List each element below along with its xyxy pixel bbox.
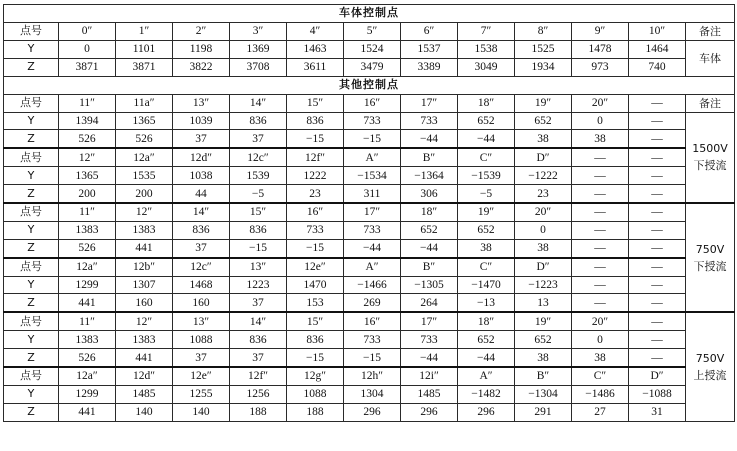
table-cell: 17″ xyxy=(401,312,458,330)
table-row xyxy=(4,130,735,148)
table-cell: 836 xyxy=(287,112,344,130)
table-cell: 12b″ xyxy=(116,258,173,276)
table-cell: 7″ xyxy=(458,22,515,40)
table-cell: — xyxy=(629,221,686,239)
remark-line: 750V xyxy=(695,352,725,366)
table-cell: 37 xyxy=(173,239,230,257)
table-cell: −1470 xyxy=(458,276,515,294)
table-cell: 12c″ xyxy=(230,148,287,166)
table-cell: A″ xyxy=(458,367,515,385)
table-cell: 3″ xyxy=(230,22,287,40)
table-row xyxy=(4,148,735,166)
table-cell: 12a″ xyxy=(116,148,173,166)
table-cell: D″ xyxy=(629,367,686,385)
table-cell: 1394 xyxy=(59,112,116,130)
table-cell: 526 xyxy=(59,349,116,367)
table-cell: 441 xyxy=(116,349,173,367)
table-cell: 4″ xyxy=(287,22,344,40)
table-cell: 1539 xyxy=(230,167,287,185)
table-cell: 200 xyxy=(116,185,173,203)
table-cell: 1256 xyxy=(230,385,287,403)
table-cell: 296 xyxy=(401,403,458,421)
table-cell: 0 xyxy=(59,40,116,58)
table-cell: 13″ xyxy=(173,94,230,112)
table-cell: 14″ xyxy=(230,312,287,330)
table-cell: 733 xyxy=(287,221,344,239)
table-cell: 16″ xyxy=(344,94,401,112)
table-cell: −15 xyxy=(287,349,344,367)
table-cell: 20″ xyxy=(572,94,629,112)
table-cell: 3611 xyxy=(287,58,344,76)
table-cell: 6″ xyxy=(401,22,458,40)
table-row xyxy=(4,258,735,276)
table-cell: 12e″ xyxy=(173,367,230,385)
remark-line: 750V xyxy=(695,242,725,256)
table-cell: 12g″ xyxy=(287,367,344,385)
row-label-cell: 点号 xyxy=(4,94,59,112)
remark-cell xyxy=(686,112,735,203)
table-cell: −15 xyxy=(344,349,401,367)
table-cell: 1383 xyxy=(116,331,173,349)
table-row xyxy=(4,221,735,239)
table-cell: 15″ xyxy=(230,203,287,221)
table-cell: 1934 xyxy=(515,58,572,76)
table-cell: 1088 xyxy=(173,331,230,349)
table-cell: 291 xyxy=(515,403,572,421)
table-cell: — xyxy=(572,148,629,166)
table-cell: D″ xyxy=(515,258,572,276)
table-cell: — xyxy=(629,130,686,148)
table-cell: 1299 xyxy=(59,385,116,403)
table-cell: 27 xyxy=(572,403,629,421)
table-cell: 188 xyxy=(287,403,344,421)
table-cell: −13 xyxy=(458,294,515,312)
table-cell: −1223 xyxy=(515,276,572,294)
table-cell: 264 xyxy=(401,294,458,312)
table-row xyxy=(4,22,735,40)
table-cell: 19″ xyxy=(515,94,572,112)
table-cell: 38 xyxy=(515,239,572,257)
table-cell: 1537 xyxy=(401,40,458,58)
table-cell: 13 xyxy=(515,294,572,312)
table-cell: −1486 xyxy=(572,385,629,403)
table-cell: — xyxy=(572,239,629,257)
table-cell: — xyxy=(629,276,686,294)
table-cell: 37 xyxy=(230,294,287,312)
table-cell: −44 xyxy=(401,349,458,367)
table-cell: 11″ xyxy=(59,94,116,112)
table-cell: 1365 xyxy=(59,167,116,185)
table-body xyxy=(4,5,735,422)
table-cell: 15″ xyxy=(287,312,344,330)
table-cell: 12f″ xyxy=(287,148,344,166)
table-cell: 31 xyxy=(629,403,686,421)
table-cell: 1464 xyxy=(629,40,686,58)
table-cell: 0 xyxy=(572,331,629,349)
table-cell: — xyxy=(629,167,686,185)
table-cell: 0 xyxy=(515,221,572,239)
table-cell: 836 xyxy=(230,112,287,130)
table-cell: 0″ xyxy=(59,22,116,40)
table-cell: — xyxy=(629,148,686,166)
section-title-body: 车体控制点 xyxy=(4,5,735,23)
row-label-cell: 点号 xyxy=(4,367,59,385)
table-cell: 12d″ xyxy=(116,367,173,385)
row-label-cell: Y xyxy=(4,331,59,349)
table-row xyxy=(4,185,735,203)
table-cell: 140 xyxy=(173,403,230,421)
table-cell: C″ xyxy=(572,367,629,385)
table-cell: 14″ xyxy=(230,94,287,112)
table-cell: 188 xyxy=(230,403,287,421)
table-cell: 733 xyxy=(344,112,401,130)
row-label-cell: Z xyxy=(4,349,59,367)
section-title-row xyxy=(4,76,735,94)
table-cell: 526 xyxy=(59,130,116,148)
table-cell: 733 xyxy=(344,331,401,349)
table-cell: −44 xyxy=(458,349,515,367)
table-cell: 296 xyxy=(458,403,515,421)
table-cell: 1223 xyxy=(230,276,287,294)
table-row xyxy=(4,367,735,385)
table-cell: 12c″ xyxy=(173,258,230,276)
table-cell: 1535 xyxy=(116,167,173,185)
table-cell: 441 xyxy=(59,294,116,312)
remark-line: 上授流 xyxy=(693,369,727,383)
table-cell: 12i″ xyxy=(401,367,458,385)
table-cell: 652 xyxy=(458,331,515,349)
table-cell: 836 xyxy=(230,331,287,349)
row-label-cell: 点号 xyxy=(4,203,59,221)
table-cell: 3871 xyxy=(116,58,173,76)
table-cell: A″ xyxy=(344,258,401,276)
remark-header: 备注 xyxy=(686,22,735,40)
table-cell: 11″ xyxy=(59,203,116,221)
table-cell: −1088 xyxy=(629,385,686,403)
table-cell: — xyxy=(629,239,686,257)
table-cell: 1″ xyxy=(116,22,173,40)
table-cell: C″ xyxy=(458,148,515,166)
table-cell: 37 xyxy=(173,130,230,148)
table-row xyxy=(4,385,735,403)
table-cell: 3479 xyxy=(344,58,401,76)
section-title-row xyxy=(4,5,735,23)
table-row xyxy=(4,239,735,257)
table-cell: 0 xyxy=(572,112,629,130)
table-cell: 1383 xyxy=(59,221,116,239)
table-cell: 44 xyxy=(173,185,230,203)
table-cell: 1038 xyxy=(173,167,230,185)
table-cell: — xyxy=(572,185,629,203)
table-cell: 200 xyxy=(59,185,116,203)
remark-cell xyxy=(686,312,735,421)
table-cell: 652 xyxy=(515,331,572,349)
table-cell: 10″ xyxy=(629,22,686,40)
remark-cell-body: 车体 xyxy=(686,40,735,76)
row-label-cell: 点号 xyxy=(4,148,59,166)
table-cell: B″ xyxy=(515,367,572,385)
table-cell: 2″ xyxy=(173,22,230,40)
table-cell: 18″ xyxy=(458,94,515,112)
table-cell: 38 xyxy=(515,349,572,367)
row-label-cell: Y xyxy=(4,40,59,58)
table-cell: 12″ xyxy=(116,312,173,330)
table-cell: — xyxy=(629,312,686,330)
table-cell: 37 xyxy=(230,130,287,148)
table-cell: 1463 xyxy=(287,40,344,58)
table-cell: A″ xyxy=(344,148,401,166)
row-label-cell: Z xyxy=(4,403,59,421)
table-cell: 526 xyxy=(116,130,173,148)
table-cell: 38 xyxy=(572,349,629,367)
table-cell: −15 xyxy=(230,239,287,257)
table-cell: 140 xyxy=(116,403,173,421)
table-cell: 1525 xyxy=(515,40,572,58)
table-cell: 20″ xyxy=(572,312,629,330)
table-cell: 1485 xyxy=(401,385,458,403)
table-cell: −1304 xyxy=(515,385,572,403)
table-cell: 1524 xyxy=(344,40,401,58)
table-cell: −1305 xyxy=(401,276,458,294)
table-cell: 1198 xyxy=(173,40,230,58)
table-cell: — xyxy=(629,331,686,349)
table-cell: −5 xyxy=(230,185,287,203)
row-label-cell: Z xyxy=(4,239,59,257)
table-cell: 836 xyxy=(230,221,287,239)
table-row xyxy=(4,203,735,221)
table-cell: 20″ xyxy=(515,203,572,221)
table-cell: 311 xyxy=(344,185,401,203)
table-cell: — xyxy=(572,276,629,294)
table-cell: −1364 xyxy=(401,167,458,185)
table-cell: 37 xyxy=(230,349,287,367)
table-cell: 1365 xyxy=(116,112,173,130)
table-cell: 652 xyxy=(458,112,515,130)
table-cell: 1304 xyxy=(344,385,401,403)
table-cell: −44 xyxy=(401,239,458,257)
table-cell: 1478 xyxy=(572,40,629,58)
table-cell: 1222 xyxy=(287,167,344,185)
table-cell: 3049 xyxy=(458,58,515,76)
table-cell: 37 xyxy=(173,349,230,367)
table-row xyxy=(4,294,735,312)
table-cell: 1538 xyxy=(458,40,515,58)
table-cell: −15 xyxy=(287,239,344,257)
table-cell: 13″ xyxy=(230,258,287,276)
row-label-cell: Y xyxy=(4,167,59,185)
table-cell: 3822 xyxy=(173,58,230,76)
table-cell: 1383 xyxy=(59,331,116,349)
table-cell: 17″ xyxy=(344,203,401,221)
table-cell: 38 xyxy=(458,239,515,257)
row-label-cell: 点号 xyxy=(4,258,59,276)
table-row xyxy=(4,349,735,367)
table-row xyxy=(4,403,735,421)
table-cell: — xyxy=(572,294,629,312)
table-cell: 19″ xyxy=(515,312,572,330)
table-cell: 11a″ xyxy=(116,94,173,112)
table-row xyxy=(4,112,735,130)
table-cell: 733 xyxy=(401,112,458,130)
table-cell: 441 xyxy=(116,239,173,257)
table-cell: 306 xyxy=(401,185,458,203)
table-cell: — xyxy=(572,221,629,239)
table-cell: — xyxy=(572,167,629,185)
table-cell: 1299 xyxy=(59,276,116,294)
table-cell: 296 xyxy=(344,403,401,421)
table-cell: 14″ xyxy=(173,203,230,221)
table-row xyxy=(4,312,735,330)
table-cell: 3871 xyxy=(59,58,116,76)
table-cell: 1307 xyxy=(116,276,173,294)
table-cell: — xyxy=(629,294,686,312)
table-cell: −15 xyxy=(344,130,401,148)
table-cell: — xyxy=(572,258,629,276)
table-cell: 12″ xyxy=(59,148,116,166)
table-cell: 5″ xyxy=(344,22,401,40)
table-cell: 652 xyxy=(401,221,458,239)
table-cell: 160 xyxy=(116,294,173,312)
table-cell: 1088 xyxy=(287,385,344,403)
table-cell: — xyxy=(629,112,686,130)
table-cell: −5 xyxy=(458,185,515,203)
table-cell: 1369 xyxy=(230,40,287,58)
table-cell: 23 xyxy=(287,185,344,203)
table-row xyxy=(4,58,735,76)
remark-line: 下授流 xyxy=(693,159,727,173)
table-cell: 16″ xyxy=(344,312,401,330)
table-cell: −15 xyxy=(287,130,344,148)
row-label-cell: 点号 xyxy=(4,312,59,330)
table-cell: 1255 xyxy=(173,385,230,403)
table-cell: — xyxy=(572,203,629,221)
table-cell: C″ xyxy=(458,258,515,276)
table-cell: −44 xyxy=(401,130,458,148)
table-cell: — xyxy=(629,349,686,367)
table-cell: 12a″ xyxy=(59,367,116,385)
table-cell: 38 xyxy=(572,130,629,148)
table-cell: 1039 xyxy=(173,112,230,130)
table-cell: −44 xyxy=(458,130,515,148)
table-cell: 160 xyxy=(173,294,230,312)
section-title-other: 其他控制点 xyxy=(4,76,735,94)
table-cell: −1482 xyxy=(458,385,515,403)
table-cell: 15″ xyxy=(287,94,344,112)
table-cell: 1485 xyxy=(116,385,173,403)
table-cell: 740 xyxy=(629,58,686,76)
table-cell: 3389 xyxy=(401,58,458,76)
row-label-cell: Z xyxy=(4,130,59,148)
table-cell: 836 xyxy=(287,331,344,349)
table-cell: 1101 xyxy=(116,40,173,58)
table-cell: 153 xyxy=(287,294,344,312)
table-cell: 441 xyxy=(59,403,116,421)
table-cell: 1470 xyxy=(287,276,344,294)
table-row xyxy=(4,94,735,112)
table-cell: 18″ xyxy=(401,203,458,221)
table-cell: B″ xyxy=(401,148,458,166)
table-cell: 12f″ xyxy=(230,367,287,385)
row-label-cell: Z xyxy=(4,185,59,203)
table-cell: 733 xyxy=(401,331,458,349)
table-cell: −44 xyxy=(344,239,401,257)
table-cell: 836 xyxy=(173,221,230,239)
table-cell: 12″ xyxy=(116,203,173,221)
row-label-cell: Y xyxy=(4,385,59,403)
table-cell: — xyxy=(629,94,686,112)
table-cell: 733 xyxy=(344,221,401,239)
table-cell: D″ xyxy=(515,148,572,166)
table-cell: 12h″ xyxy=(344,367,401,385)
row-label-cell: Y xyxy=(4,221,59,239)
table-cell: 16″ xyxy=(287,203,344,221)
table-cell: 8″ xyxy=(515,22,572,40)
table-cell: 526 xyxy=(59,239,116,257)
table-row xyxy=(4,331,735,349)
table-cell: 23 xyxy=(515,185,572,203)
control-points-table xyxy=(3,4,735,422)
table-cell: 12e″ xyxy=(287,258,344,276)
remark-header: 备注 xyxy=(686,94,735,112)
control-points-sheet xyxy=(3,4,734,448)
table-cell: 17″ xyxy=(401,94,458,112)
table-cell: 18″ xyxy=(458,312,515,330)
table-cell: −1534 xyxy=(344,167,401,185)
table-cell: 12a″ xyxy=(59,258,116,276)
table-cell: 973 xyxy=(572,58,629,76)
row-label-cell: Z xyxy=(4,294,59,312)
table-cell: −1539 xyxy=(458,167,515,185)
table-cell: — xyxy=(629,185,686,203)
table-cell: 11″ xyxy=(59,312,116,330)
table-row xyxy=(4,167,735,185)
table-cell: — xyxy=(629,203,686,221)
row-label-cell: Y xyxy=(4,112,59,130)
row-label-cell: Y xyxy=(4,276,59,294)
table-row xyxy=(4,276,735,294)
table-cell: 38 xyxy=(515,130,572,148)
table-cell: — xyxy=(629,258,686,276)
table-cell: 12d″ xyxy=(173,148,230,166)
remark-line: 下授流 xyxy=(693,259,727,273)
table-cell: 9″ xyxy=(572,22,629,40)
table-cell: 13″ xyxy=(173,312,230,330)
table-cell: −1466 xyxy=(344,276,401,294)
table-cell: B″ xyxy=(401,258,458,276)
table-cell: 269 xyxy=(344,294,401,312)
table-row xyxy=(4,40,735,58)
table-cell: 1468 xyxy=(173,276,230,294)
remark-cell xyxy=(686,203,735,312)
row-label-cell: Z xyxy=(4,58,59,76)
table-cell: 652 xyxy=(515,112,572,130)
remark-line: 1500V xyxy=(692,142,728,156)
table-cell: −1222 xyxy=(515,167,572,185)
table-cell: 1383 xyxy=(116,221,173,239)
table-cell: 19″ xyxy=(458,203,515,221)
table-cell: 652 xyxy=(458,221,515,239)
table-cell: 3708 xyxy=(230,58,287,76)
row-label-cell: 点号 xyxy=(4,22,59,40)
